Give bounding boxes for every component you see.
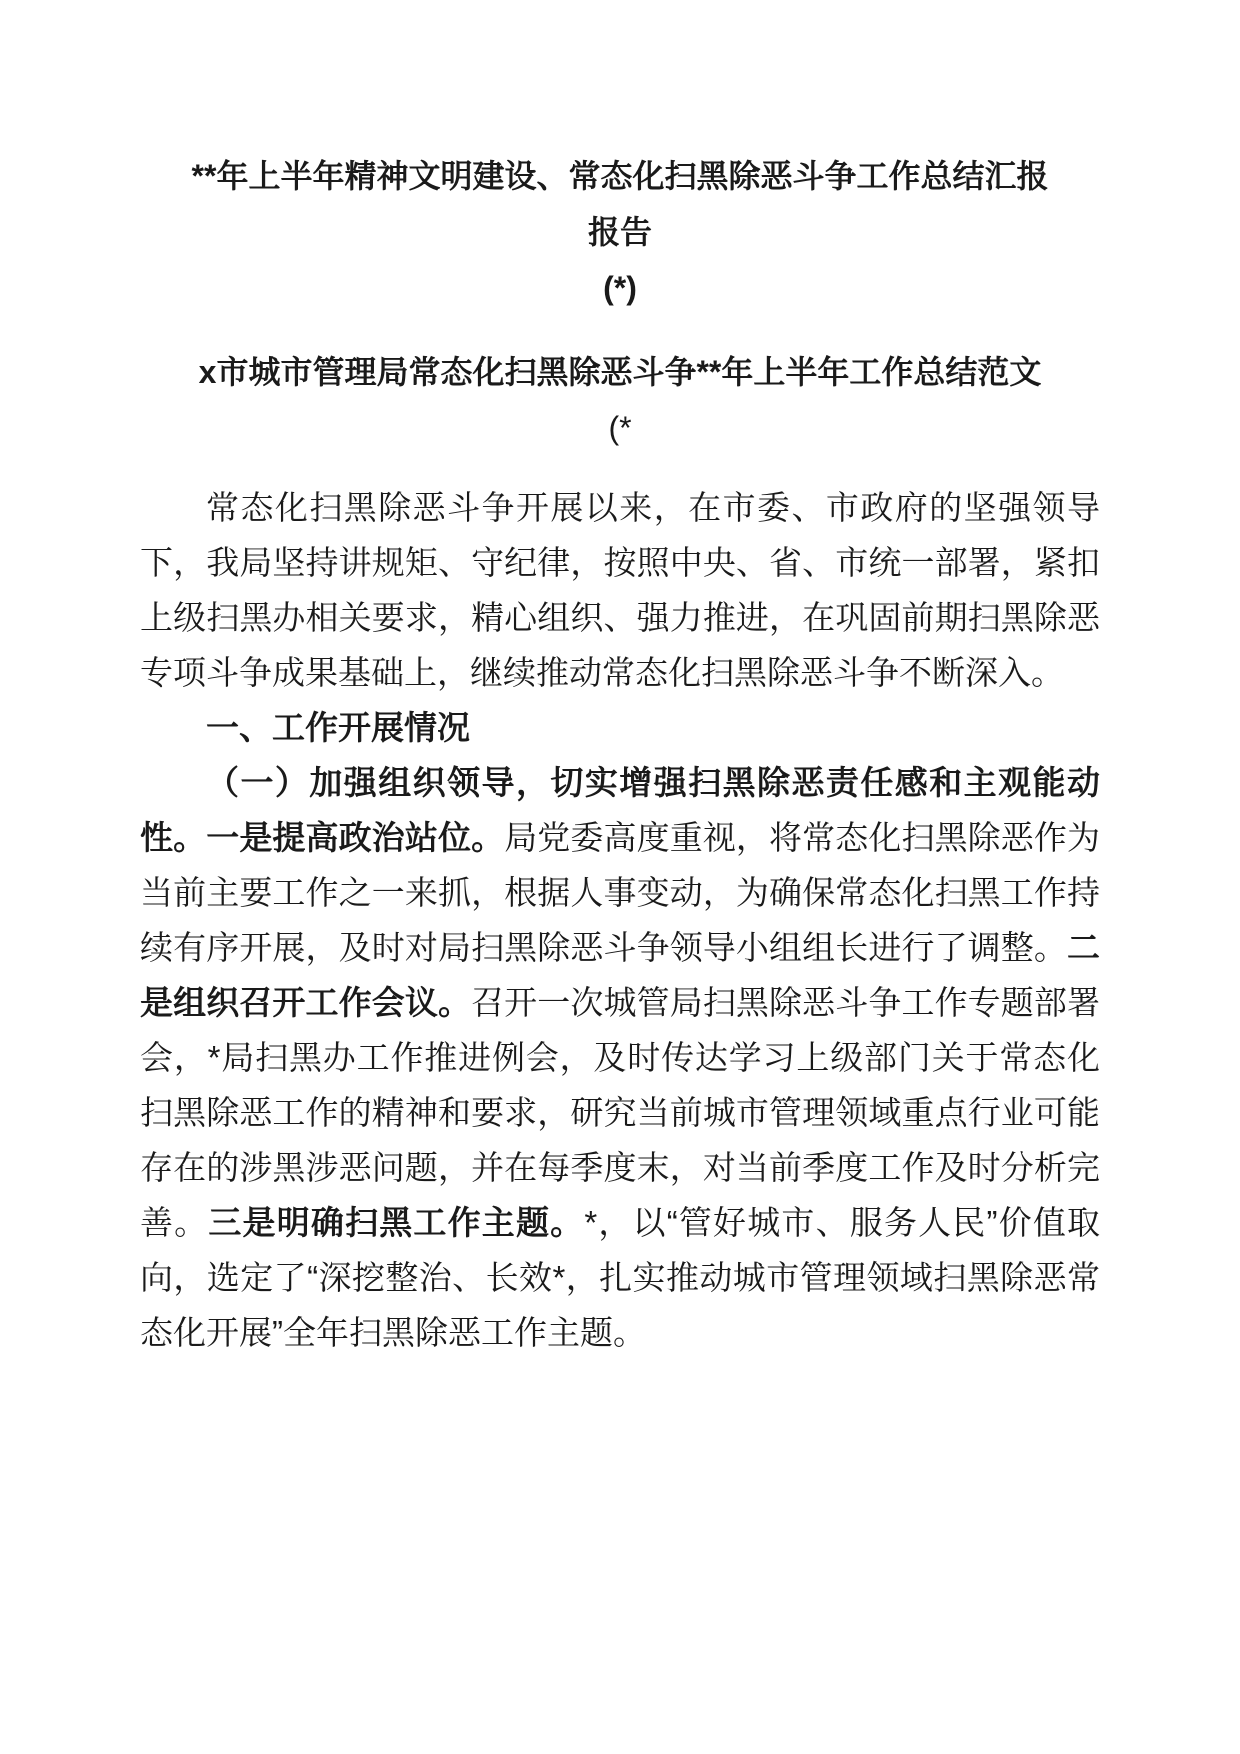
paragraph-1-run-bold-1: （一）加强组织领导，切实增强扫黑除恶责任感和主观能动性。一是提高政治站位。: [140, 764, 1100, 856]
title-line-1: **年上半年精神文明建设、常态化扫黑除恶斗争工作总结汇报: [191, 158, 1049, 194]
title-line-3: (*): [603, 270, 637, 306]
subtitle-line-1: x市城市管理局常态化扫黑除恶斗争**年上半年工作总结范文: [198, 354, 1042, 390]
paragraph-1-run-6: *，以“管好城市、服务人民”价值取向，选定了“深挖整治、长效*，扎实推动城市管理领域扫黑除恶常态化开展”全年扫黑除恶工作主题。: [140, 1204, 1101, 1351]
document-subtitle: [140, 344, 1100, 456]
paragraph-1-run-2: 局党委高度重视，将常态化扫黑除恶作为当前主要工作之一来抓，根据人事变动，为确保常态化扫黑工作持续有序开展，及时对局扫黑除恶斗争领导小组组长进行了调整。: [140, 819, 1101, 966]
intro-paragraph: 常态化扫黑除恶斗争开展以来，在市委、市政府的坚强领导下，我局坚持讲规矩、守纪律，按照中央、省、市统一部署，紧扣上级扫黑办相关要求，精心组织、强力推进，在巩固前期扫黑除恶专项斗争成果基础上，继续推动常态化扫黑除恶斗争不断深入。: [140, 489, 1100, 691]
section-heading-1: 一、工作开展情况: [206, 709, 470, 746]
paragraph-1-run-4: 召开一次城管局扫黑除恶斗争工作专题部署会，*局扫黑办工作推进例会，及时传达学习上级部门关于常态化扫黑除恶工作的精神和要求，研究当前城市管理领域重点行业可能存在的涉黑涉恶问题，并在每季度末，对当前季度工作及时分析完善。: [140, 984, 1101, 1241]
document-title: [140, 148, 1100, 316]
document-body: [140, 480, 1100, 1360]
title-line-2: 报告: [587, 214, 652, 250]
paragraph-1: [140, 755, 1100, 1360]
paragraph-1-run-bold-5: 三是明确扫黑工作主题。: [208, 1204, 585, 1241]
paragraph-1-run-bold-3: 二是组织召开工作会议。: [140, 929, 1100, 1021]
subtitle-line-2: (*: [608, 410, 632, 446]
